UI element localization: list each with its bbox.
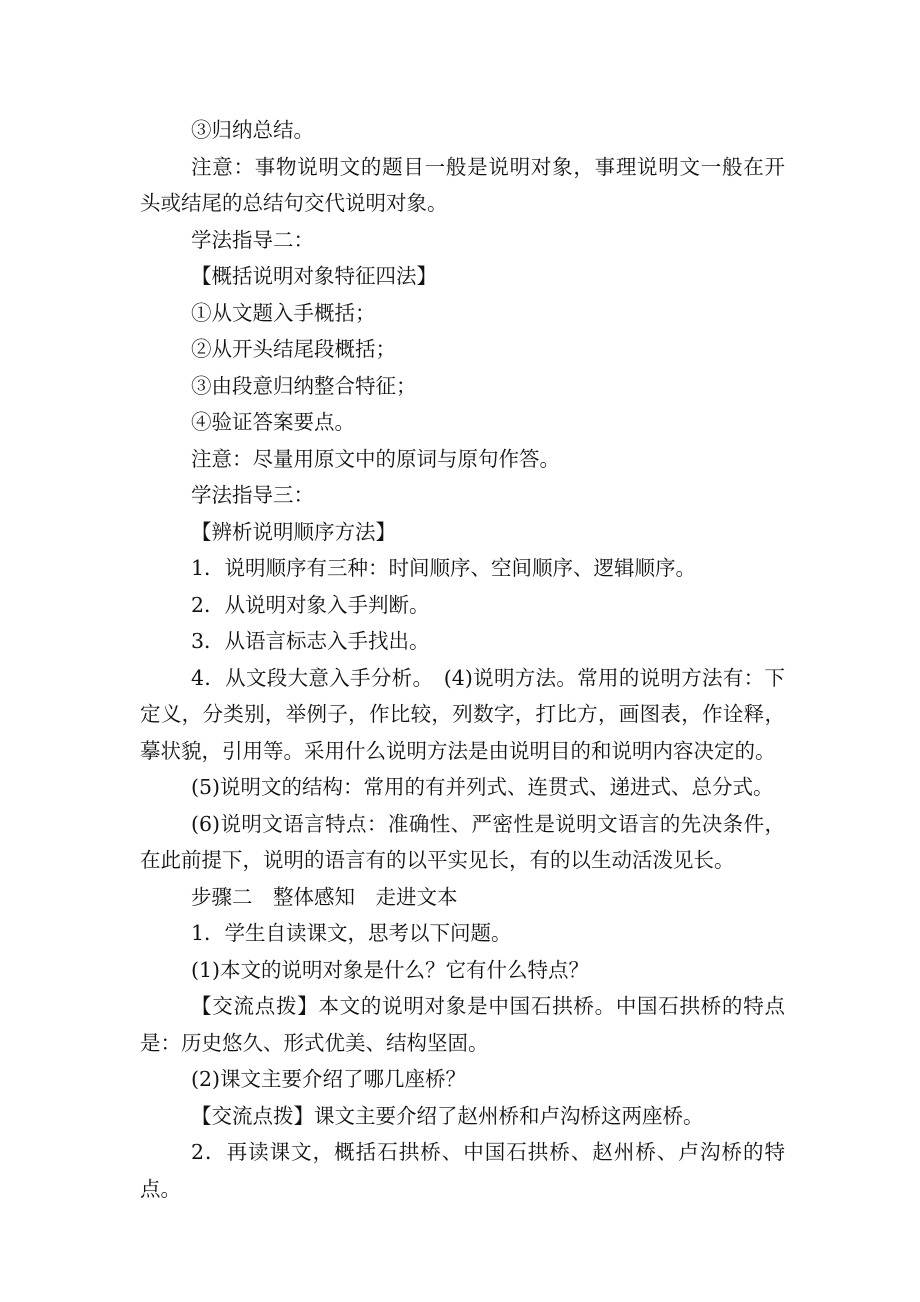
paragraph: (6)说明文语言特点：准确性、严密性是说明文语言的先决条件，在此前提下，说明的语言有的以平实见长，有的以生动活泼见长。	[140, 811, 785, 872]
paragraph: ②从开头结尾段概括；	[191, 337, 396, 361]
paragraph: ①从文题入手概括；	[191, 300, 376, 325]
paragraph: 2．从说明对象入手判断。	[191, 592, 430, 617]
paragraph: (1)本文的说明对象是什么？它有什么特点？	[191, 957, 590, 982]
paragraph: 【辨析说明顺序方法】	[191, 519, 396, 544]
paragraph: 【交流点拨】本文的说明对象是中国石拱桥。中国石拱桥的特点是：历史悠久、形式优美、结构坚固。	[140, 994, 785, 1055]
paragraph: 【交流点拨】课文主要介绍了赵州桥和卢沟桥这两座桥。	[191, 1103, 704, 1128]
paragraph: (5)说明文的结构：常用的有并列式、连贯式、递进式、总分式。	[191, 775, 774, 799]
paragraph: ③归纳总结。	[191, 118, 314, 142]
paragraph: 4．从文段大意入手分析。 (4)说明方法。常用的说明方法有：下定义，分类别，举例子，作比较，列数字，打比方，画图表，作诠释，摹状貌，引用等。采用什么说明方法是由说明目的和说明内容决定的。	[140, 665, 785, 763]
paragraph: ④验证答案要点。	[191, 410, 355, 434]
document-page	[140, 112, 785, 1207]
paragraph: 学法指导二：	[191, 227, 314, 252]
paragraph: 注意：事物说明文的题目一般是说明对象，事理说明文一般在开头或结尾的总结句交代说明对象。	[140, 154, 785, 215]
paragraph: 注意：尽量用原文中的原词与原句作答。	[191, 446, 560, 471]
paragraph: ③由段意归纳整合特征；	[191, 373, 417, 398]
paragraph: 【概括说明对象特征四法】	[191, 264, 437, 288]
paragraph: 1．学生自读课文，思考以下问题。	[191, 921, 512, 945]
paragraph: (2)课文主要介绍了哪几座桥？	[191, 1067, 467, 1091]
paragraph: 1．说明顺序有三种：时间顺序、空间顺序、逻辑顺序。	[191, 556, 697, 580]
paragraph: 学法指导三：	[191, 483, 314, 507]
paragraph: 3．从语言标志入手找出。	[191, 629, 430, 653]
paragraph: 步骤二 整体感知 走进文本	[191, 884, 458, 909]
paragraph: 2．再读课文，概括石拱桥、中国石拱桥、赵州桥、卢沟桥的特点。	[140, 1140, 785, 1201]
